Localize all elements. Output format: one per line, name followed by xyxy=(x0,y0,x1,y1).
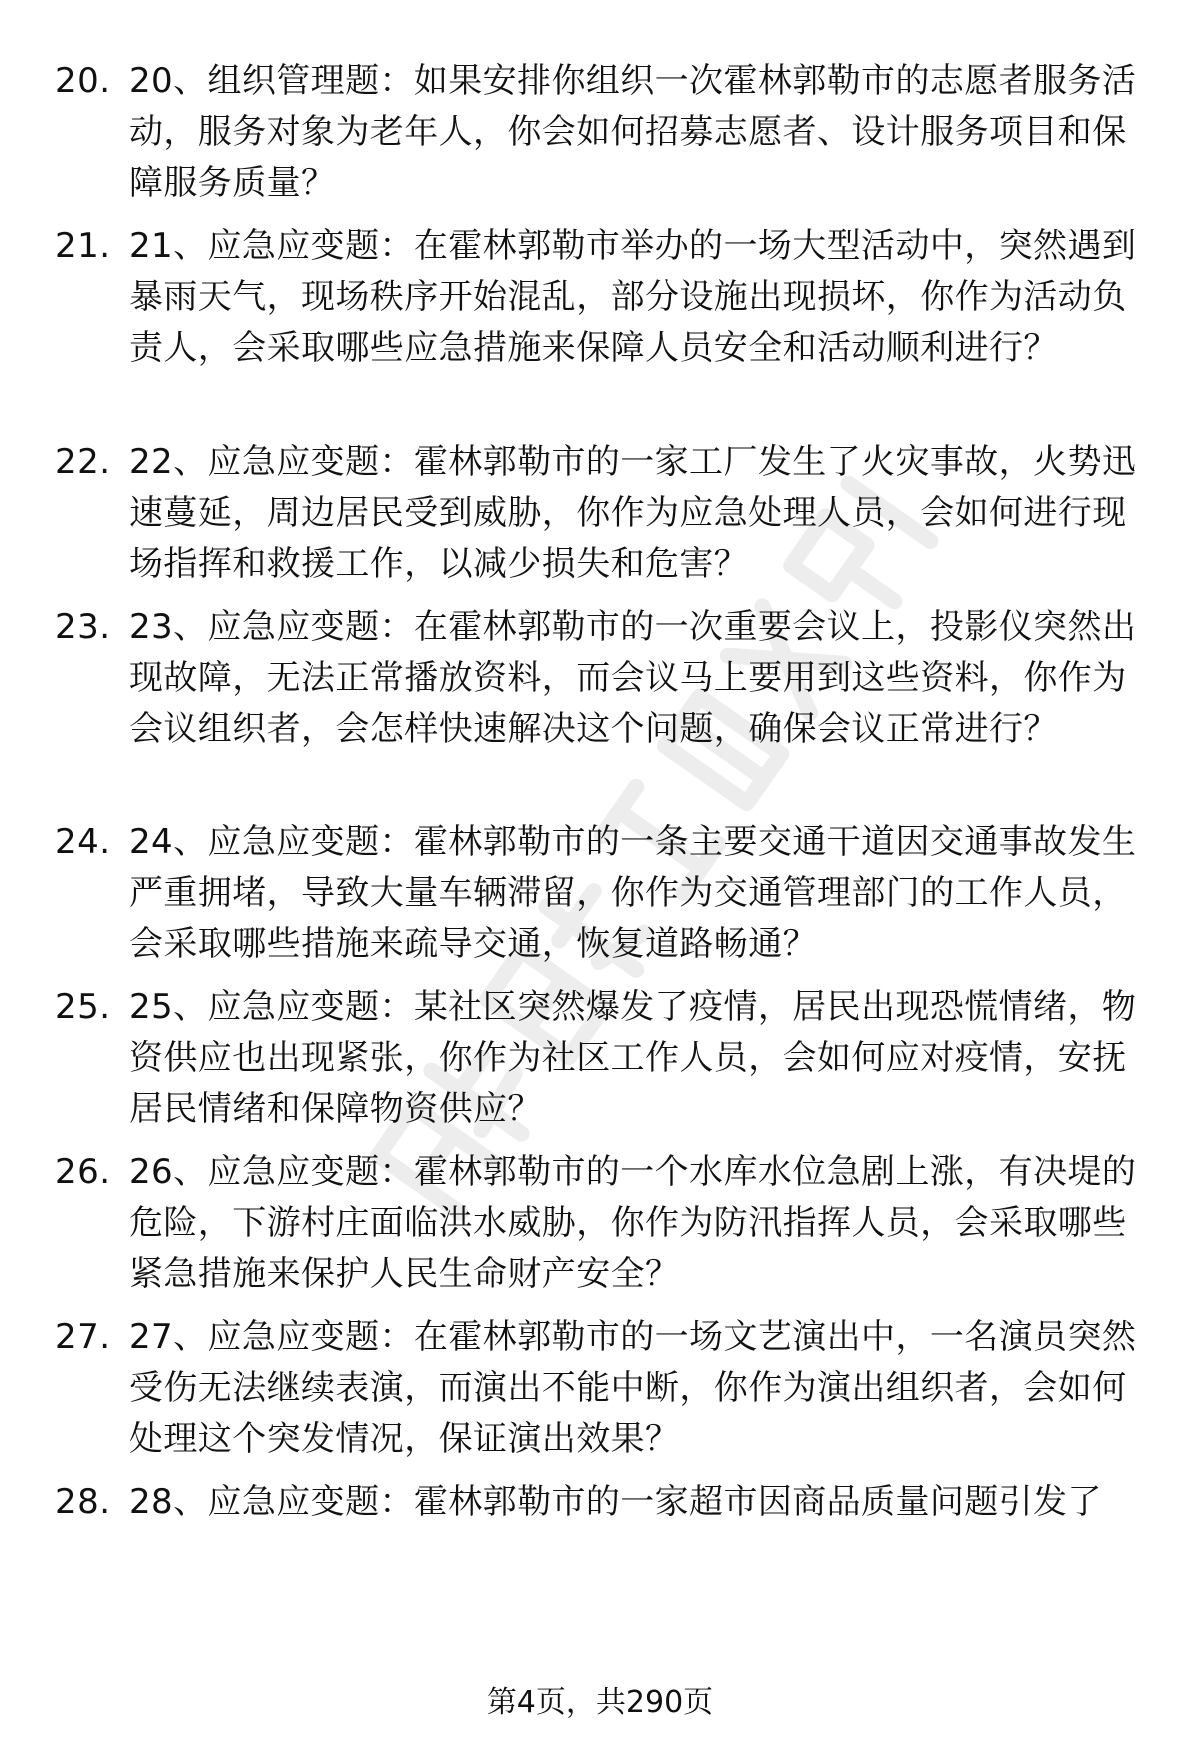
item-text: 27、应急应变题：在霍林郭勒市的一场文艺演出中，一名演员突然受伤无法继续表演，而演出不能中断，你作为演出组织者，会如何处理这个突发情况，保证演出效果？ xyxy=(129,1317,1137,1459)
item-text: 28、应急应变题：霍林郭勒市的一家超市因商品质量问题引发了 xyxy=(129,1482,1102,1522)
item-text: 21、应急应变题：在霍林郭勒市举办的一场大型活动中，突然遇到暴雨天气，现场秩序开始混乱，部分设施出现损坏，你作为活动负责人，会采取哪些应急措施来保障人员安全和活动顺利进行？ xyxy=(129,226,1137,368)
item-number: 23. xyxy=(55,607,111,647)
item-text: 25、应急应变题：某社区突然爆发了疫情，居民出现恐慌情绪，物资供应也出现紧张，你作为社区工作人员，会如何应对疫情，安抚居民情绪和保障物资供应？ xyxy=(129,987,1137,1129)
item-number: 28. xyxy=(55,1482,111,1522)
item-text: 23、应急应变题：在霍林郭勒市的一次重要会议上，投影仪突然出现故障，无法正常播放资料，而会议马上要用到这些资料，你作为会议组织者，会怎样快速解决这个问题，确保会议正常进行？ xyxy=(129,607,1137,749)
item-number: 20. xyxy=(55,61,111,101)
item-number: 22. xyxy=(55,442,111,482)
item-text: 26、应急应变题：霍林郭勒市的一个水库水位急剧上涨，有决堤的危险，下游村庄面临洪水威胁，你作为防汛指挥人员，会采取哪些紧急措施来保护人民生命财产安全？ xyxy=(129,1152,1137,1294)
item-number: 26. xyxy=(55,1152,111,1192)
item-text: 24、应急应变题：霍林郭勒市的一条主要交通干道因交通事故发生严重拥堵，导致大量车辆滞留，你作为交通管理部门的工作人员，会采取哪些措施来疏导交通，恢复道路畅通？ xyxy=(129,822,1137,964)
item-number: 27. xyxy=(55,1317,111,1357)
item-number: 21. xyxy=(55,226,111,266)
item-number: 24. xyxy=(55,822,111,862)
item-text: 22、应急应变题：霍林郭勒市的一家工厂发生了火灾事故，火势迅速蔓延，周边居民受到威胁，你作为应急处理人员，会如何进行现场指挥和救援工作，以减少损失和危害？ xyxy=(129,442,1137,584)
item-number: 25. xyxy=(55,987,111,1027)
item-text: 20、组织管理题：如果安排你组织一次霍林郭勒市的志愿者服务活动，服务对象为老年人，你会如何招募志愿者、设计服务项目和保障服务质量？ xyxy=(129,61,1137,203)
page-footer: 第4页，共290页 xyxy=(486,1685,714,1720)
